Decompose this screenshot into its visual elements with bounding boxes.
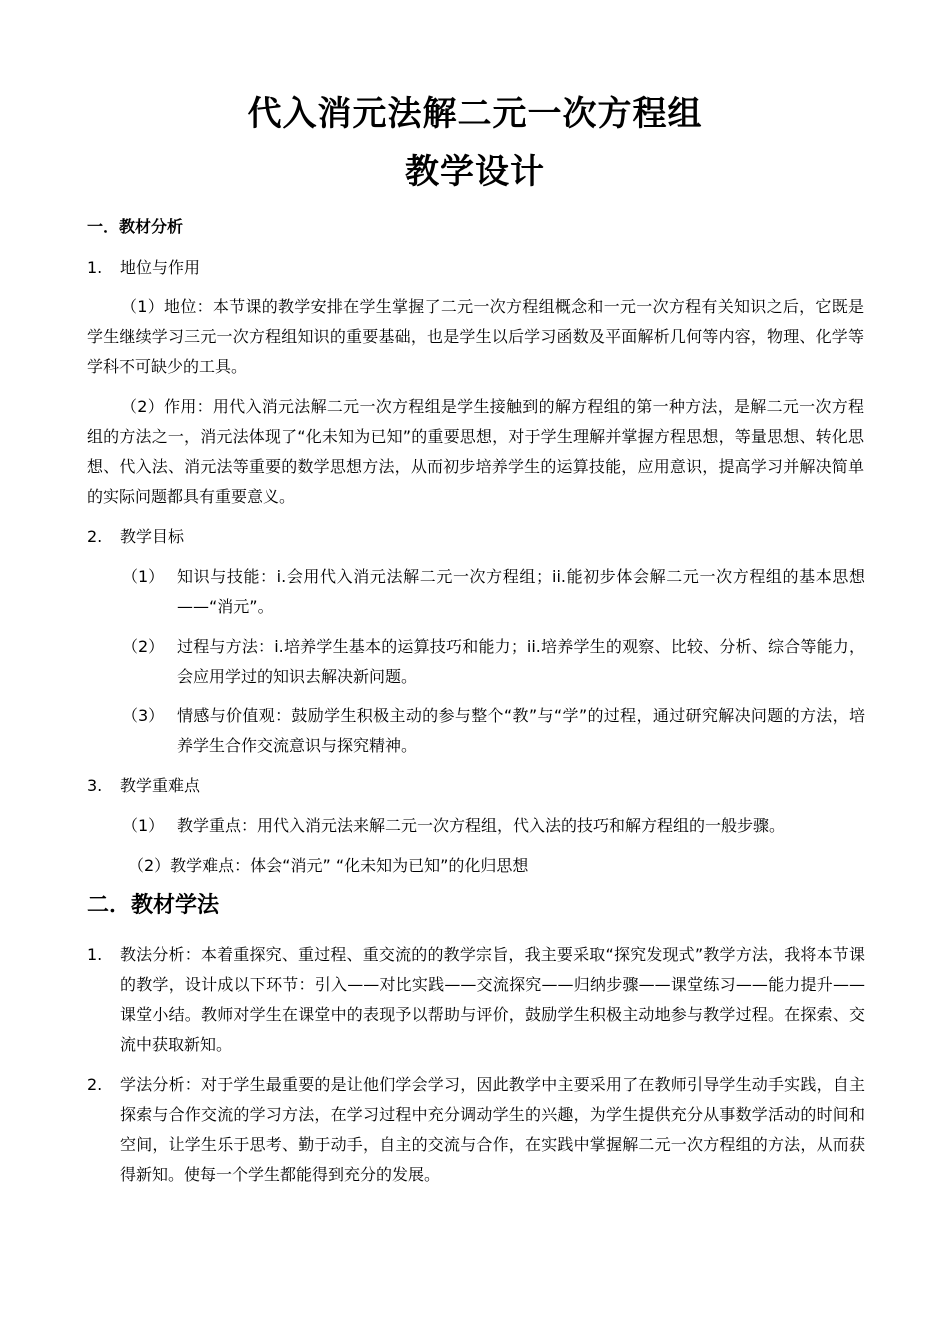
sub-item-number: （1） [122,816,165,835]
document-subtitle: 教学设计 [405,152,545,192]
paragraph: （1）地位：本节课的教学安排在学生掌握了二元一次方程组概念和一元一次方程有关知识之后，它既是学生继续学习三元一次方程组知识的重要基础，也是学生以后学习函数及平面解析几何等内容，物理、化学等学科不可缺少的工具。 [87,297,864,376]
item-number: 1. [87,258,103,277]
sub-item-number: （3） [122,706,165,725]
sub-item-text: 过程与方法：i.培养学生基本的运算技巧和能力；ii.培养学生的观察、比较、分析、综合等能力，会应用学过的知识去解决新问题。 [177,637,865,686]
section-heading-1: 一．教材分析 [87,217,184,236]
paragraph: 学法分析：对于学生最重要的是让他们学会学习，因此教学中主要采用了在教师引导学生动手实践，自主探索与合作交流的学习方法，在学习过程中充分调动学生的兴趣，为学生提供充分从事数学活动的时间和空间，让学生乐于思考、勤于动手，自主的交流与合作，在实践中掌握解二元一次方程组的方法，从而获得新知。使每一个学生都能得到充分的发展。 [120,1075,865,1184]
document-title: 代入消元法解二元一次方程组 [247,94,703,134]
item-label: 教学重难点 [120,776,201,795]
sub-item-text: （2）教学难点：体会“消元” “化未知为已知”的化归思想 [128,856,529,875]
item-number: 1. [87,945,103,964]
paragraph: （2）作用：用代入消元法解二元一次方程组是学生接触到的解方程组的第一种方法，是解二元一次方程组的方法之一，消元法体现了“化未知为已知”的重要思想，对于学生理解并掌握方程思想，等量思想、转化思想、代入法、消元法等重要的数学思想方法，从而初步培养学生的运算技能，应用意识，提高学习并解决简单的实际问题都具有重要意义。 [87,397,864,506]
sub-item-text: 教学重点：用代入消元法来解二元一次方程组，代入法的技巧和解方程组的一般步骤。 [177,816,786,835]
section-heading-2: 二．教材学法 [87,893,220,918]
sub-item-number: （2） [122,637,165,656]
item-number: 2. [87,527,103,546]
sub-item-text: 知识与技能：i.会用代入消元法解二元一次方程组；ii.能初步体会解二元一次方程组的基本思想——“消元”。 [177,567,865,616]
item-number: 2. [87,1075,103,1094]
item-label: 教学目标 [120,527,185,546]
sub-item-number: （1） [122,567,165,586]
sub-item-text: 情感与价值观：鼓励学生积极主动的参与整个“教”与“学”的过程，通过研究解决问题的方法，培养学生合作交流意识与探究精神。 [177,706,865,755]
item-label: 地位与作用 [120,258,201,277]
paragraph: 教法分析：本着重探究、重过程、重交流的的教学宗旨，我主要采取“探究发现式”教学方法，我将本节课的教学，设计成以下环节：引入——对比实践——交流探究——归纳步骤——课堂练习——能力提升——课堂小结。教师对学生在课堂中的表现予以帮助与评价，鼓励学生积极主动地参与教学过程。在探索、交流中获取新知。 [120,945,865,1054]
item-number: 3. [87,776,103,795]
